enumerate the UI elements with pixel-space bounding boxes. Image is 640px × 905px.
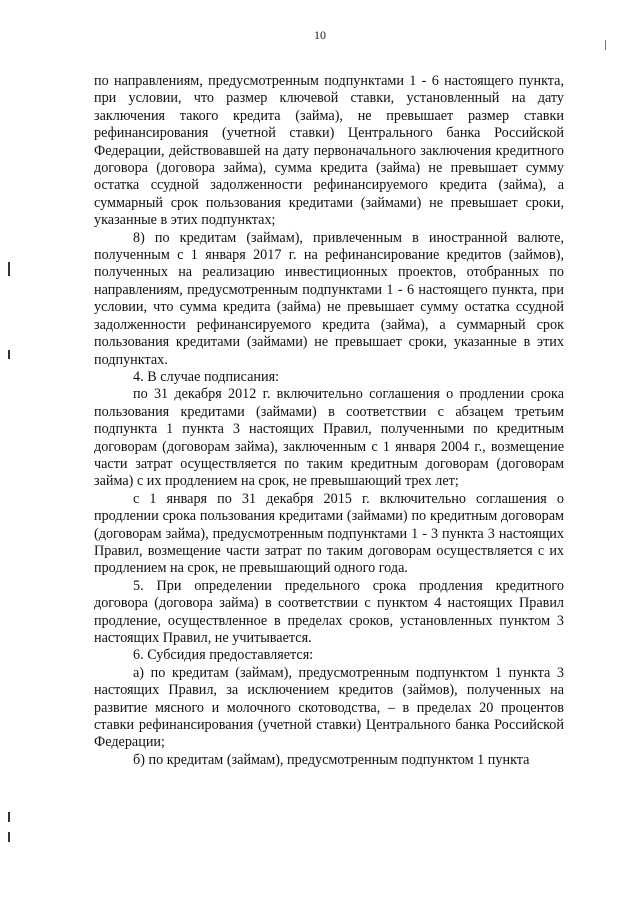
paragraph-item-6-a: а) по кредитам (займам), предусмотренным подпунктом 1 пункта 3 настоящих Правил, за исключением кредитов (займов), полученных на развитие мясного и молочного скотоводства, – в пределах 20 процентов ставки рефинансирования (учетной ставки) Центрального банка Российской Федерации; bbox=[94, 664, 564, 751]
paragraph-item-6: 6. Субсидия предоставляется: bbox=[133, 647, 314, 664]
paragraph-subitem-8: 8) по кредитам (займам), привлеченным в иностранной валюте, полученным с 1 января 2017 г. на рефинансирование кредитов (займов), полученных на реализацию инвестиционных проектов, отобранных по направлениям, предусмотренным подпунктами 1 - 6 настоящего пункта, при условии, что сумма кредита (займа) не превышает сумму остатка ссудной задолженности рефинансируемого кредита (займа), а суммарный срок пользования кредитами (займами) не превышает сроки, указанные в этих подпунктах. bbox=[94, 229, 564, 368]
paragraph-item-4-first: по 31 декабря 2012 г. включительно соглашения о продлении срока пользования кредитами (займами) в соответствии с абзацем третьим подпункта 1 пункта 3 настоящих Правил, полученными по кредитным договорам (договорам займа), заключенным с 1 января 2004 г., возмещение части затрат осуществляется по таким кредитным договорам (договорам займа) с их продлением на срок, не превышающий трех лет; bbox=[94, 386, 564, 490]
scan-mark bbox=[8, 350, 10, 359]
scan-mark bbox=[8, 832, 10, 842]
paragraph-continuation: по направлениям, предусмотренным подпунктами 1 - 6 настоящего пункта, при условии, что размер ключевой ставки, установленный на дату заключения такого кредита (займа), не превышает размер ставки рефинансирования (учетной ставки) Центрального банка Российской Федерации, действовавшей на дату первоначального заключения кредитного договора (договора займа), сумма кредита (займа) не превышает сумму остатка ссудной задолженности рефинансируемого кредита (займа), а суммарный срок пользования кредитами (займами) не превышает сроки, указанные в этих подпунктах; bbox=[94, 73, 564, 229]
scan-mark bbox=[8, 262, 10, 276]
paragraph-item-4: 4. В случае подписания: bbox=[133, 368, 280, 385]
scan-mark bbox=[605, 40, 606, 50]
document-body bbox=[94, 73, 564, 769]
paragraph-item-4-second: с 1 января по 31 декабря 2015 г. включительно соглашения о продлении срока пользования кредитами (займами) по кредитным договорам (договорам займа), предусмотренным подпунктами 1 - 3 пункта 3 настоящих Правил, возмещение части затрат по таким договорам осуществляется с их продлением на срок, не превышающий одного года. bbox=[94, 490, 564, 577]
paragraph-item-5: 5. При определении предельного срока продления кредитного договора (договора займа) в соответствии с пунктом 4 настоящих Правил продление, осуществленное в пределах сроков, установленных пунктом 3 настоящих Правил, не учитывается. bbox=[94, 577, 564, 646]
scan-mark bbox=[8, 812, 10, 822]
paragraph-item-6-b: б) по кредитам (займам), предусмотренным подпунктом 1 пункта bbox=[133, 751, 530, 768]
page-number: 10 bbox=[314, 28, 326, 42]
